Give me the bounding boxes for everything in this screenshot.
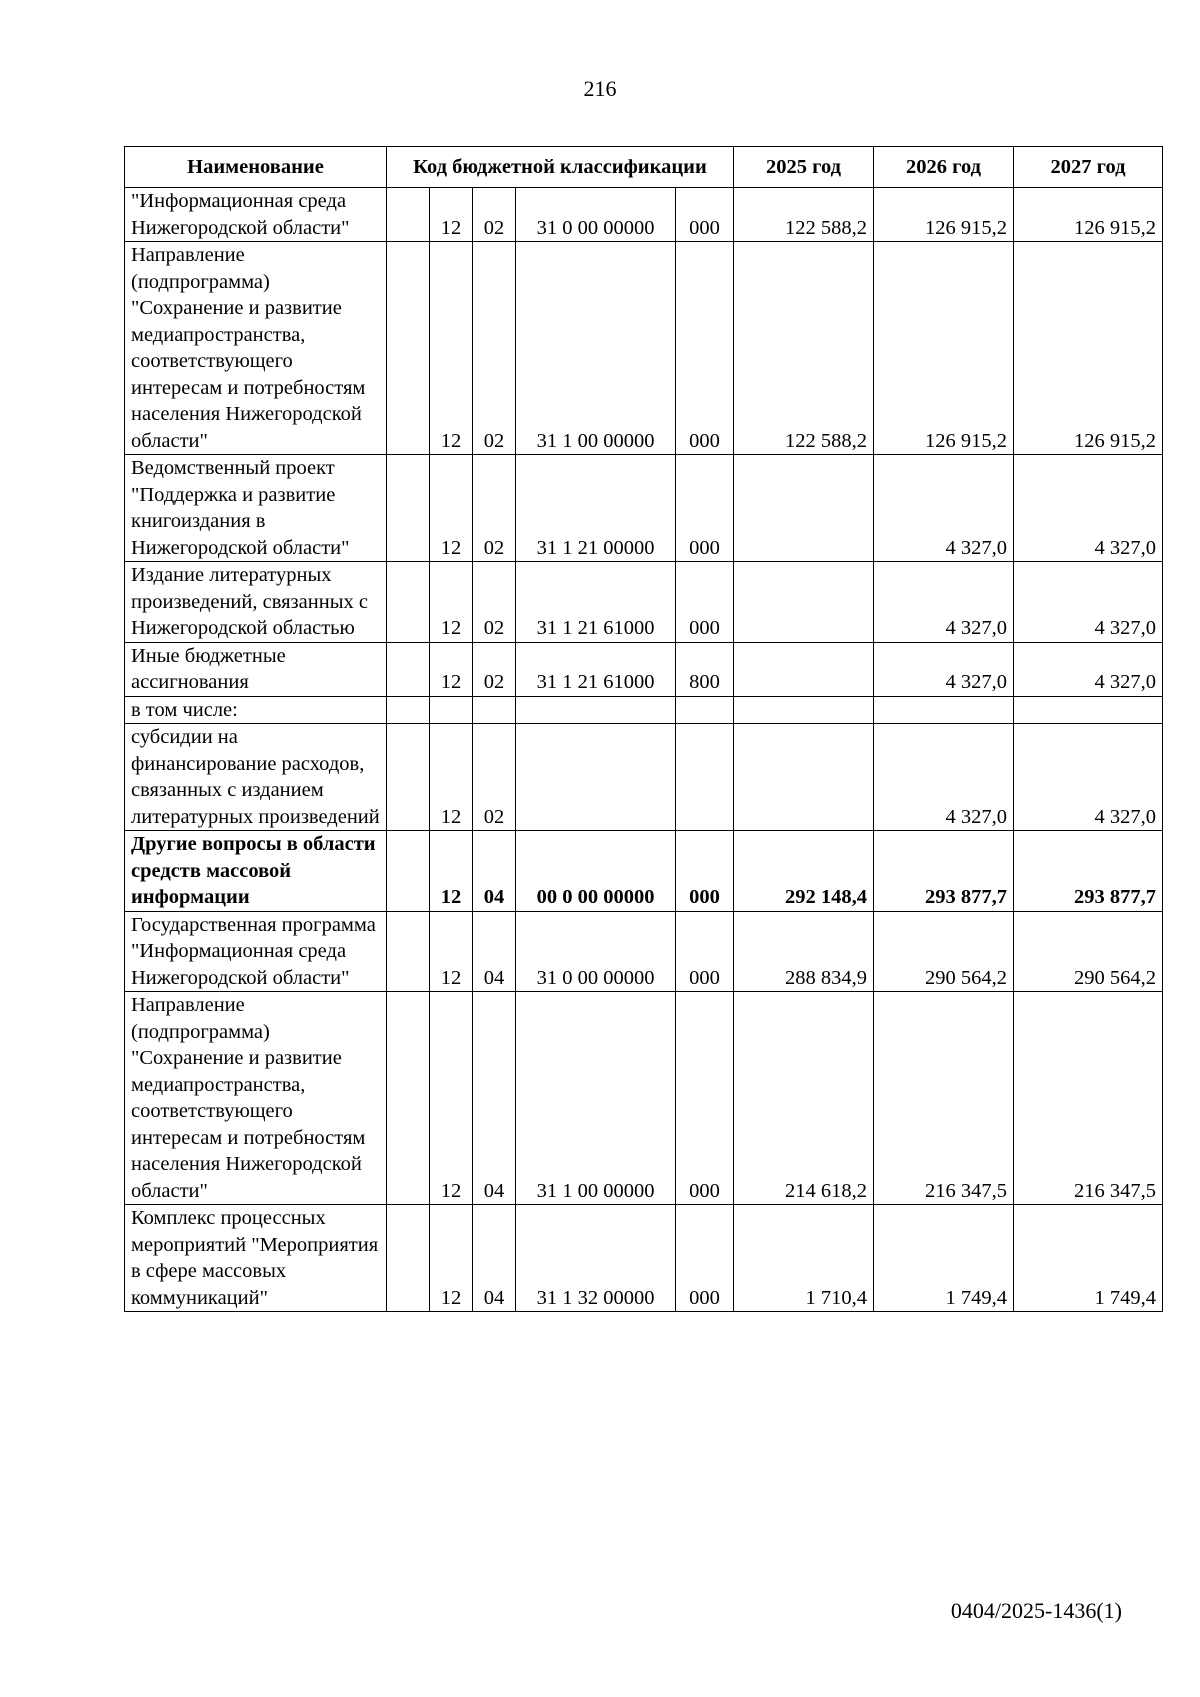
value-2025 <box>734 696 874 724</box>
table-row <box>125 911 1163 992</box>
table-row-section-total <box>125 831 1163 912</box>
code-pr: 04 <box>473 1205 516 1312</box>
header-code: Код бюджетной классификации <box>387 147 734 188</box>
value-2026 <box>874 696 1014 724</box>
code-empty-cell <box>387 642 430 696</box>
code-rz <box>430 696 473 724</box>
code-rz: 12 <box>430 831 473 912</box>
value-2027: 1 749,4 <box>1014 1205 1163 1312</box>
value-2025 <box>734 455 874 562</box>
value-2026: 290 564,2 <box>874 911 1014 992</box>
table-row <box>125 724 1163 831</box>
code-pr: 02 <box>473 242 516 455</box>
value-2025: 292 148,4 <box>734 831 874 912</box>
table-header-row <box>125 147 1163 188</box>
code-pr: 04 <box>473 831 516 912</box>
value-2026: 126 915,2 <box>874 188 1014 242</box>
code-csr: 31 1 32 00000 <box>516 1205 676 1312</box>
value-2026: 1 749,4 <box>874 1205 1014 1312</box>
code-vr: 000 <box>676 1205 734 1312</box>
code-csr: 00 0 00 00000 <box>516 831 676 912</box>
table-row <box>125 1205 1163 1312</box>
code-pr: 02 <box>473 562 516 643</box>
code-pr: 04 <box>473 992 516 1205</box>
code-pr: 02 <box>473 455 516 562</box>
code-vr <box>676 696 734 724</box>
value-2026: 4 327,0 <box>874 455 1014 562</box>
row-name: Направление (подпрограмма) "Сохранение и развитие медиапространства, соответствующего интересам и потребностям населения Нижегородской области" <box>125 992 387 1205</box>
code-rz: 12 <box>430 992 473 1205</box>
value-2026: 216 347,5 <box>874 992 1014 1205</box>
table-row <box>125 455 1163 562</box>
value-2025: 122 588,2 <box>734 242 874 455</box>
row-name: Издание литературных произведений, связанных с Нижегородской областью <box>125 562 387 643</box>
code-rz: 12 <box>430 642 473 696</box>
value-2025 <box>734 724 874 831</box>
row-name: Другие вопросы в области средств массовой информации <box>125 831 387 912</box>
value-2026: 293 877,7 <box>874 831 1014 912</box>
row-name: Комплекс процессных мероприятий "Мероприятия в сфере массовых коммуникаций" <box>125 1205 387 1312</box>
value-2026: 4 327,0 <box>874 724 1014 831</box>
header-name: Наименование <box>125 147 387 188</box>
header-2027: 2027 год <box>1014 147 1163 188</box>
code-empty-cell <box>387 831 430 912</box>
code-vr: 000 <box>676 562 734 643</box>
code-pr: 02 <box>473 724 516 831</box>
code-empty-cell <box>387 1205 430 1312</box>
value-2025: 288 834,9 <box>734 911 874 992</box>
value-2025: 1 710,4 <box>734 1205 874 1312</box>
value-2025 <box>734 642 874 696</box>
code-rz: 12 <box>430 911 473 992</box>
value-2027: 290 564,2 <box>1014 911 1163 992</box>
code-rz: 12 <box>430 242 473 455</box>
value-2027: 293 877,7 <box>1014 831 1163 912</box>
value-2027: 4 327,0 <box>1014 642 1163 696</box>
code-empty-cell <box>387 911 430 992</box>
table-row <box>125 696 1163 724</box>
code-csr: 31 0 00 00000 <box>516 911 676 992</box>
table-row <box>125 562 1163 643</box>
code-csr: 31 1 21 00000 <box>516 455 676 562</box>
code-pr: 04 <box>473 911 516 992</box>
code-empty-cell <box>387 724 430 831</box>
value-2025: 122 588,2 <box>734 188 874 242</box>
value-2027: 4 327,0 <box>1014 455 1163 562</box>
code-empty-cell <box>387 242 430 455</box>
value-2026: 4 327,0 <box>874 562 1014 643</box>
row-name: в том числе: <box>125 696 387 724</box>
code-empty-cell <box>387 455 430 562</box>
code-empty-cell <box>387 696 430 724</box>
row-name: "Информационная среда Нижегородской области" <box>125 188 387 242</box>
value-2026: 4 327,0 <box>874 642 1014 696</box>
code-vr: 000 <box>676 188 734 242</box>
code-vr: 000 <box>676 242 734 455</box>
code-vr: 800 <box>676 642 734 696</box>
code-rz: 12 <box>430 188 473 242</box>
budget-table <box>124 146 1163 1312</box>
code-vr <box>676 724 734 831</box>
header-2025: 2025 год <box>734 147 874 188</box>
value-2027: 126 915,2 <box>1014 188 1163 242</box>
table-row <box>125 188 1163 242</box>
code-vr: 000 <box>676 992 734 1205</box>
row-name: Государственная программа "Информационная среда Нижегородской области" <box>125 911 387 992</box>
table-row <box>125 242 1163 455</box>
code-empty-cell <box>387 992 430 1205</box>
row-name: субсидии на финансирование расходов, связанных с изданием литературных произведений <box>125 724 387 831</box>
code-vr: 000 <box>676 911 734 992</box>
page-number: 216 <box>583 76 617 101</box>
value-2025: 214 618,2 <box>734 992 874 1205</box>
table-row <box>125 642 1163 696</box>
code-rz: 12 <box>430 455 473 562</box>
row-name: Иные бюджетные ассигнования <box>125 642 387 696</box>
value-2027: 4 327,0 <box>1014 562 1163 643</box>
code-rz: 12 <box>430 724 473 831</box>
code-pr: 02 <box>473 188 516 242</box>
code-pr <box>473 696 516 724</box>
document-code: 0404/2025-1436(1) <box>950 1598 1122 1623</box>
table-row <box>125 992 1163 1205</box>
value-2027: 216 347,5 <box>1014 992 1163 1205</box>
code-vr: 000 <box>676 831 734 912</box>
code-csr: 31 0 00 00000 <box>516 188 676 242</box>
code-rz: 12 <box>430 562 473 643</box>
code-empty-cell <box>387 562 430 643</box>
header-2026: 2026 год <box>874 147 1014 188</box>
code-vr: 000 <box>676 455 734 562</box>
value-2027: 126 915,2 <box>1014 242 1163 455</box>
code-csr <box>516 696 676 724</box>
code-csr <box>516 724 676 831</box>
row-name: Ведомственный проект "Поддержка и развитие книгоиздания в Нижегородской области" <box>125 455 387 562</box>
code-empty-cell <box>387 188 430 242</box>
value-2027: 4 327,0 <box>1014 724 1163 831</box>
code-csr: 31 1 00 00000 <box>516 242 676 455</box>
code-csr: 31 1 21 61000 <box>516 642 676 696</box>
row-name: Направление (подпрограмма) "Сохранение и развитие медиапространства, соответствующего интересам и потребностям населения Нижегородской области" <box>125 242 387 455</box>
code-rz: 12 <box>430 1205 473 1312</box>
code-csr: 31 1 00 00000 <box>516 992 676 1205</box>
code-pr: 02 <box>473 642 516 696</box>
value-2025 <box>734 562 874 643</box>
value-2026: 126 915,2 <box>874 242 1014 455</box>
value-2027 <box>1014 696 1163 724</box>
code-csr: 31 1 21 61000 <box>516 562 676 643</box>
